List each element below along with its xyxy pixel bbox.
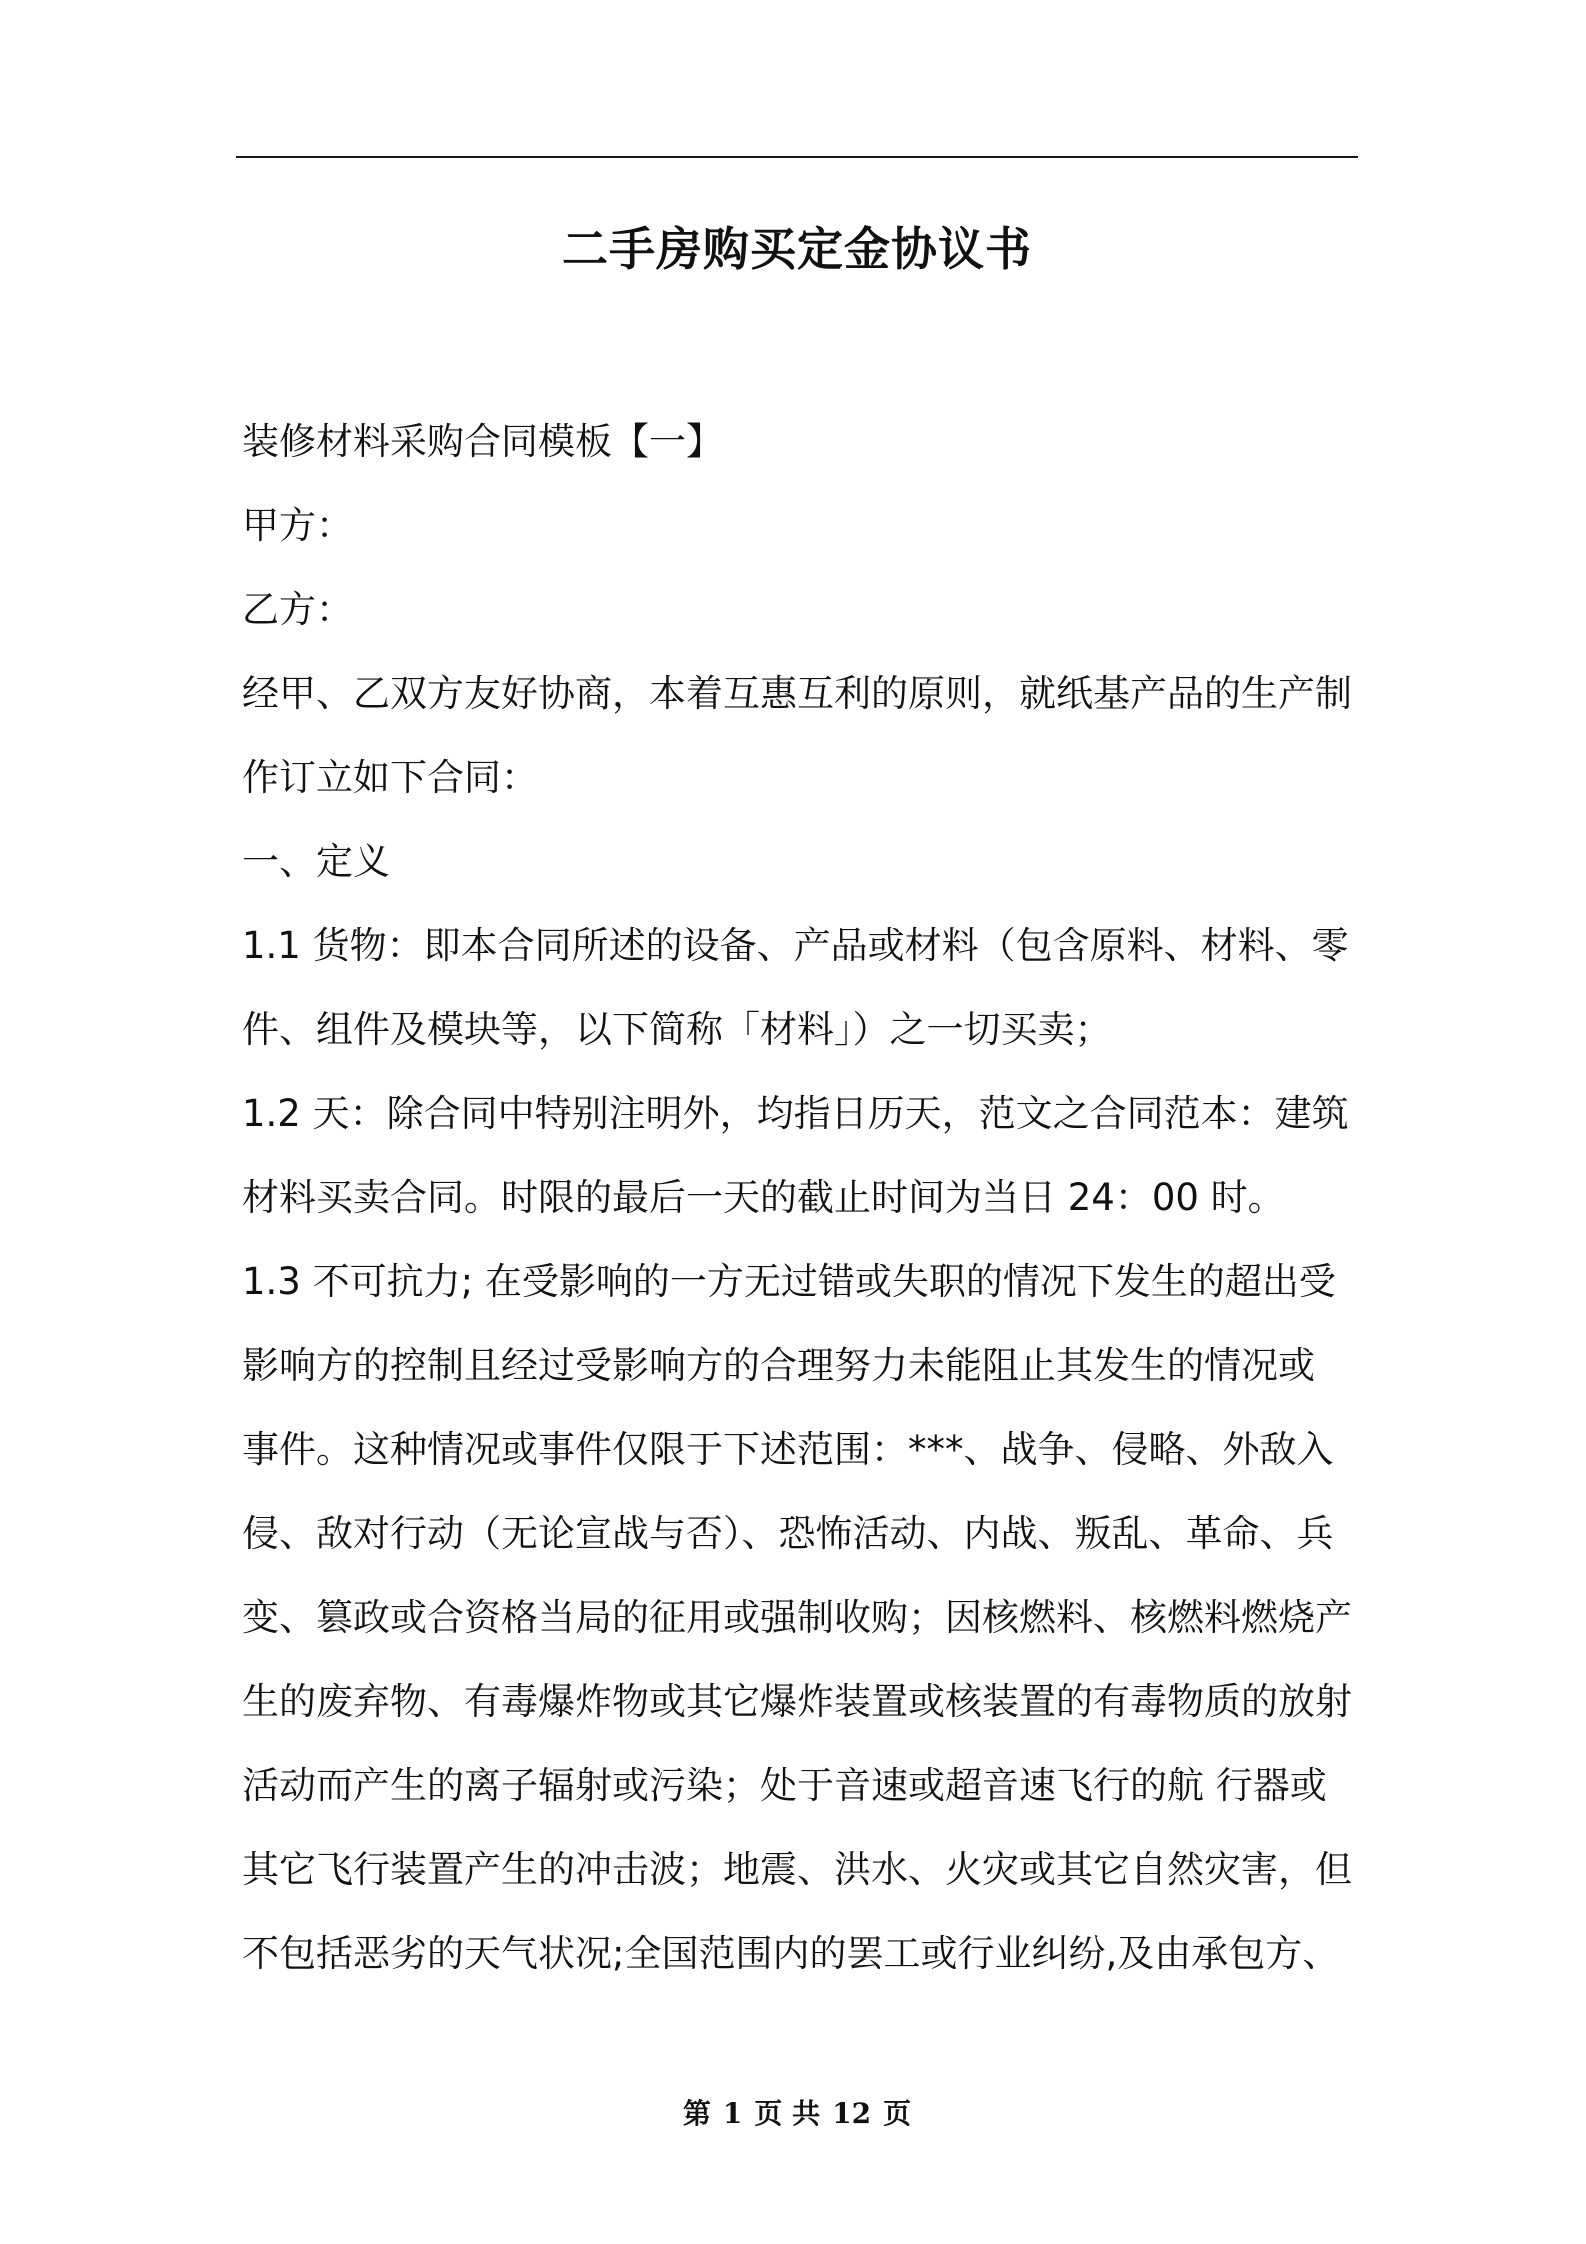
body-line: 作订立如下合同： bbox=[242, 756, 538, 799]
header-rule bbox=[236, 156, 1358, 158]
body-line: 1.1 货物：即本合同所述的设备、产品或材料（包含原料、材料、零 bbox=[242, 924, 1349, 967]
body-line: 影响方的控制且经过受影响方的合理努力未能阻止其发生的情况或 bbox=[242, 1344, 1315, 1387]
body-line: 生的废弃物、有毒爆炸物或其它爆炸装置或核装置的有毒物质的放射 bbox=[242, 1680, 1352, 1723]
body-line: 经甲、乙双方友好协商，本着互惠互利的原则，就纸基产品的生产制 bbox=[242, 672, 1352, 715]
body-line: 变、篡政或合资格当局的征用或强制收购；因核燃料、核燃料燃烧产 bbox=[242, 1596, 1352, 1639]
body-line: 材料买卖合同。时限的最后一天的截止时间为当日 24：00 时。 bbox=[242, 1176, 1285, 1219]
body-line: 装修材料采购合同模板【一】 bbox=[242, 420, 723, 463]
body-line: 活动而产生的离子辐射或污染；处于音速或超音速飞行的航 行器或 bbox=[242, 1764, 1327, 1807]
body-line: 乙方： bbox=[242, 588, 353, 631]
body-line: 1.3 不可抗力; 在受影响的一方无过错或失职的情况下发生的超出受 bbox=[242, 1260, 1336, 1303]
footer-suffix: 页 bbox=[883, 2097, 912, 2130]
total-pages-number: 12 bbox=[832, 2097, 872, 2130]
document-body bbox=[242, 400, 1358, 1996]
body-line: 不包括恶劣的天气状况;全国范围内的罢工或行业纠纷,及由承包方、 bbox=[242, 1932, 1340, 1975]
footer-prefix: 第 bbox=[682, 2097, 711, 2130]
body-line: 件、组件及模块等，以下简称「材料」）之一切买卖； bbox=[242, 1008, 1112, 1051]
body-line: 侵、敌对行动（无论宣战与否）、恐怖活动、内战、叛乱、革命、兵 bbox=[242, 1512, 1334, 1555]
body-line: 事件。这种情况或事件仅限于下述范围：***、战争、侵略、外敌入 bbox=[242, 1428, 1334, 1471]
page-footer bbox=[236, 2094, 1358, 2134]
current-page-number: 1 bbox=[722, 2097, 743, 2130]
document-title: 二手房购买定金协议书 bbox=[562, 222, 1032, 276]
body-line: 1.2 天：除合同中特别注明外，均指日历天，范文之合同范本：建筑 bbox=[242, 1092, 1349, 1135]
body-line: 其它飞行装置产生的冲击波；地震、洪水、火灾或其它自然灾害，但 bbox=[242, 1848, 1352, 1891]
body-line: 甲方： bbox=[242, 504, 353, 547]
body-line: 一、定义 bbox=[242, 840, 390, 883]
footer-mid: 页 共 bbox=[754, 2097, 821, 2130]
